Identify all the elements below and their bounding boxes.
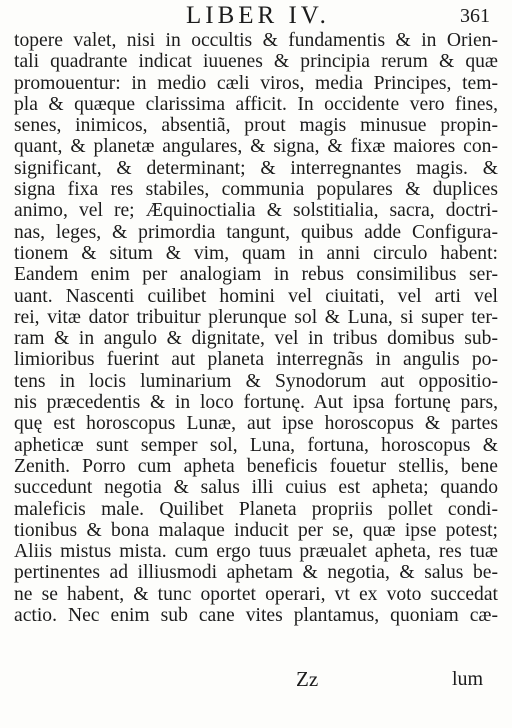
text-line: promouentur: in medio cæli viros, media Principes, tem-: [14, 72, 498, 94]
text-line: apheticæ sunt semper sol, Luna, fortuna, horoscopus &: [14, 434, 498, 456]
text-line: tali quadrante indicat iuuenes & principia rerum & quæ: [14, 51, 498, 73]
body-text: [14, 30, 498, 626]
page-number: 361: [460, 5, 490, 27]
text-line: animo, vel re; Æquinoctialia & solstitialia, sacra, doctri-: [14, 200, 498, 222]
text-line: significant, & determinant; & interregnantes magis. &: [14, 157, 498, 179]
text-line: actio. Nec enim sub cane vites plantamus, quoniam cæ-: [14, 605, 498, 627]
text-line: ram & in angulo & dignitate, vel in tribus domibus sub-: [14, 328, 498, 350]
text-line: uant. Nascenti cuilibet homini vel ciuitati, vel arti vel: [14, 285, 498, 307]
text-line: pla & quæque clarissima afficit. In occidente vero fines,: [14, 93, 498, 115]
text-line: Eandem enim per analogiam in rebus consimilibus ser-: [14, 264, 498, 286]
text-line: tionem & situm & vim, quam in anni circulo habent:: [14, 242, 498, 264]
running-head-title: LIBER IV.: [186, 2, 330, 29]
text-line: nis præcedentis & in loco fortunę. Aut ipsa fortunę pars,: [14, 392, 498, 414]
catchword: lum: [452, 668, 484, 690]
running-head: [0, 2, 512, 30]
text-line: senes, inimicos, absentiã, prout magis minusue propin-: [14, 115, 498, 137]
text-line: pertinentes ad illiusmodi aphetam & negotia, & salus be-: [14, 562, 498, 584]
signature-mark: Zz: [296, 667, 319, 691]
text-line: succedunt negotia & salus illi cuius est apheta; quando: [14, 477, 498, 499]
text-line: tens in locis luminarium & Synodorum aut oppositio-: [14, 370, 498, 392]
text-line: Aliis mistus mista. cum ergo tuus præualet apheta, res tuæ: [14, 541, 498, 563]
text-line: tionibus & bona malaque inducit per se, quæ ipse potest;: [14, 519, 498, 541]
text-line: topere valet, nisi in occultis & fundamentis & in Orien-: [14, 30, 498, 51]
text-line: ne se habent, & tunc oportet operari, vt ex voto succedat: [14, 583, 498, 605]
text-line: signa fixa res stabiles, communia populares & duplices: [14, 179, 498, 201]
text-line: maleficis male. Quilibet Planeta propriis pollet condi-: [14, 498, 498, 520]
text-line: quant, & planetæ angulares, & signa, & fixæ maiores con-: [14, 136, 498, 158]
text-line: limioribus fuerint aut planeta interregnãs in angulis po-: [14, 349, 498, 371]
text-line: Zenith. Porro cum apheta beneficis fouetur stellis, bene: [14, 455, 498, 477]
page-foot: [0, 666, 512, 692]
text-line: rei, vitæ dator tribuitur plerunque sol & Luna, si super ter-: [14, 306, 498, 328]
text-line: nas, leges, & primordia tangunt, quibus adde Configura-: [14, 221, 498, 243]
text-line: quę est horoscopus Lunæ, aut ipse horoscopus & partes: [14, 413, 498, 435]
